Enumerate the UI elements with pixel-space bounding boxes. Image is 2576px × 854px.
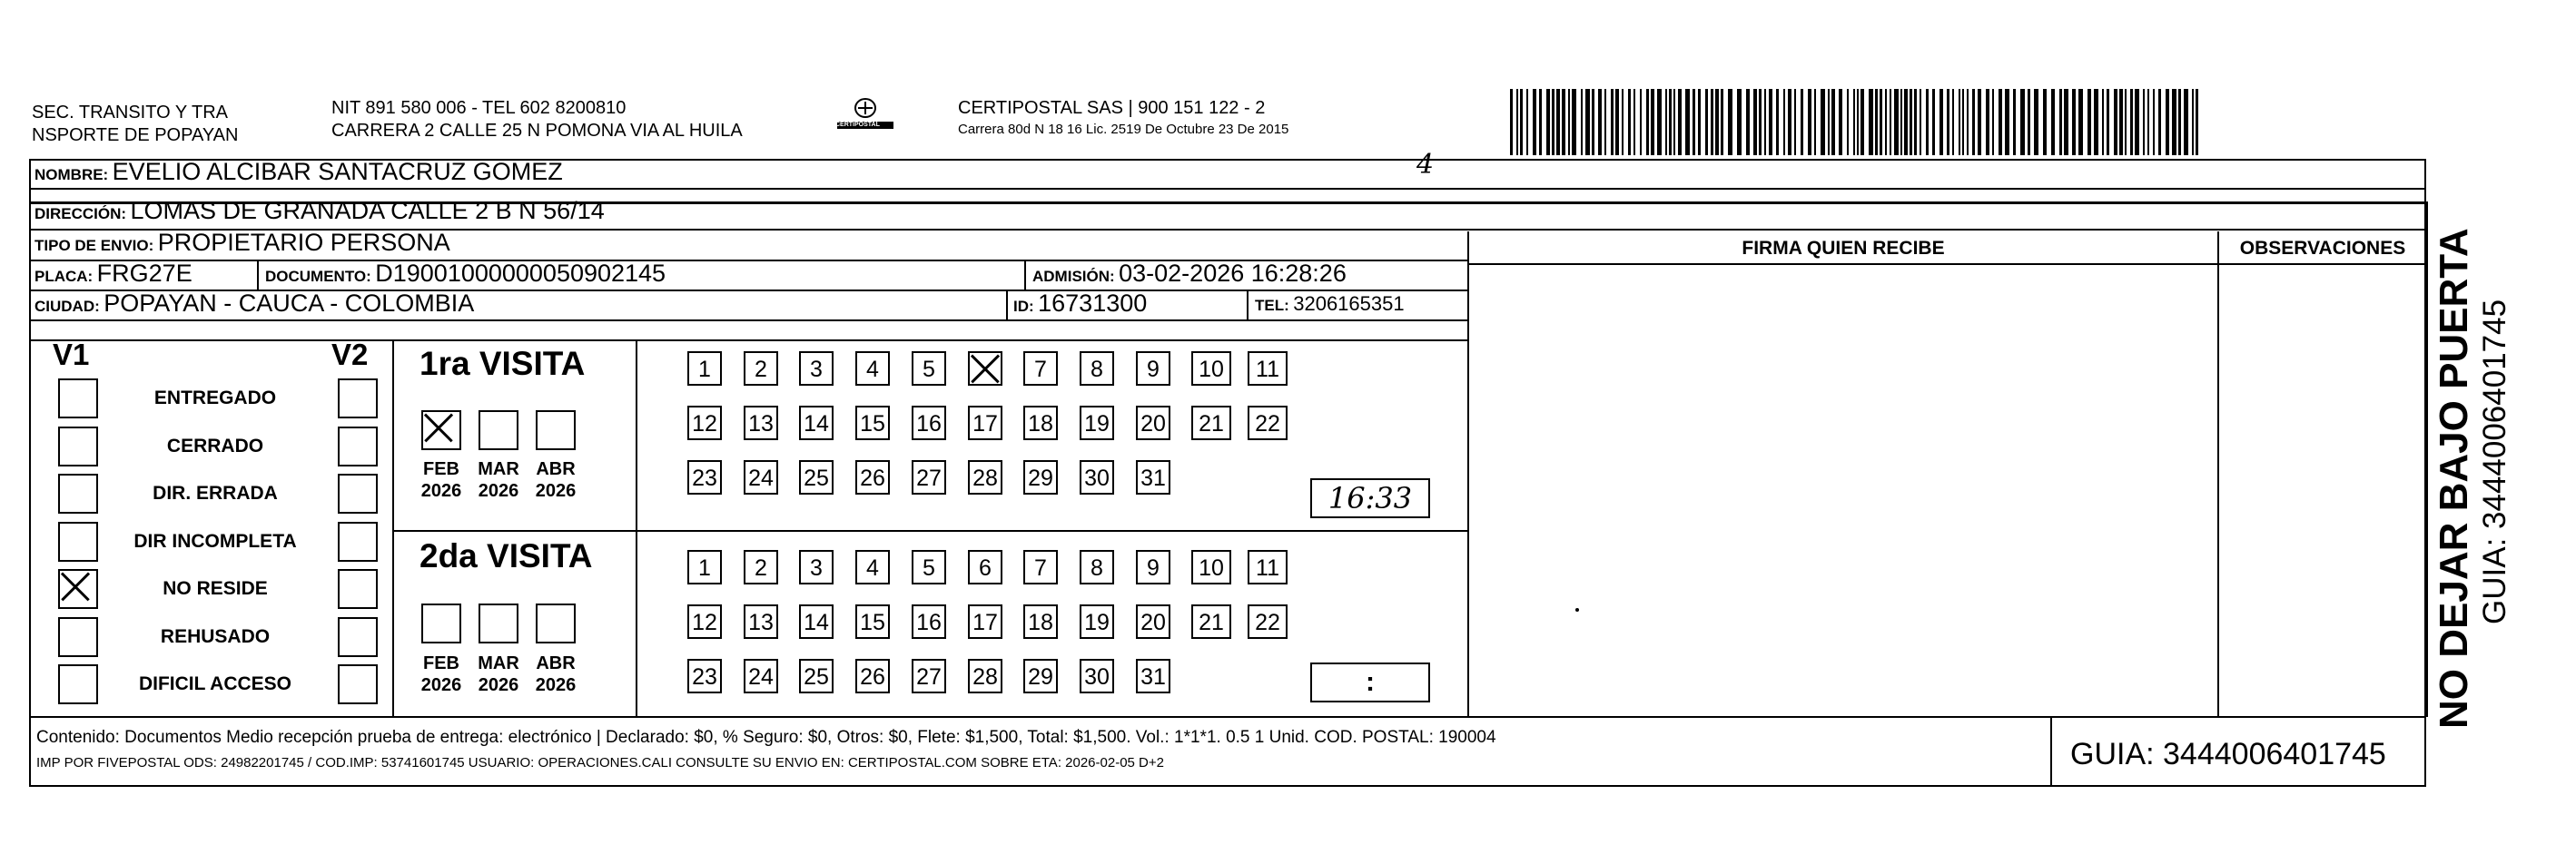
status-v2-checkbox[interactable] <box>338 569 378 609</box>
day-box[interactable]: 26 <box>855 460 890 495</box>
day-box[interactable]: 23 <box>687 460 722 495</box>
row-documento <box>265 260 666 288</box>
barcode-bar <box>2184 89 2188 155</box>
footer-imp: IMP POR FIVEPOSTAL ODS: 24982201745 / COD.IMP: 53741601745 USUARIO: OPERACIONES.CALI CONSULTE SU ENVIO EN: CERTIPOSTAL.COM SOBRE ETA: 2026-02-05 D+2 <box>36 755 1164 771</box>
barcode-bar <box>1673 89 1675 155</box>
barcode-bar <box>1847 89 1849 155</box>
id-value: 16731300 <box>1038 290 1148 317</box>
barcode-bar <box>1640 89 1642 155</box>
day-box[interactable]: 30 <box>1080 460 1114 495</box>
day-box[interactable]: 4 <box>855 351 890 386</box>
day-box[interactable]: 27 <box>912 460 946 495</box>
barcode-bar <box>2192 89 2194 155</box>
month-year: 2026 <box>478 675 519 695</box>
barcode-bar <box>2135 89 2139 155</box>
day-box[interactable]: 17 <box>968 406 1002 440</box>
day-box[interactable]: 30 <box>1080 659 1114 693</box>
courier-license: Carrera 80d N 18 16 Lic. 2519 De Octubre 23 De 2015 <box>958 122 1289 137</box>
month-name: MAR <box>478 459 519 479</box>
day-box[interactable]: 15 <box>855 406 890 440</box>
barcode-bar <box>1685 89 1690 155</box>
row-tipo-envio <box>35 229 450 257</box>
barcode-bar <box>1890 89 1891 155</box>
day-box[interactable]: 15 <box>855 604 890 639</box>
barcode-bar <box>1801 89 1803 155</box>
barcode-bar <box>1611 89 1614 155</box>
barcode-bar <box>1572 89 1576 155</box>
status-v1-checkbox[interactable] <box>58 617 98 657</box>
barcode-bar <box>1910 89 1912 155</box>
barcode-bar <box>1914 89 1917 155</box>
day-box[interactable]: 20 <box>1136 604 1170 639</box>
day-box[interactable]: 31 <box>1136 659 1170 693</box>
barcode-bar <box>1585 89 1590 155</box>
tipo-envio-value: PROPIETARIO PERSONA <box>157 229 450 256</box>
status-label: NO RESIDE <box>163 578 268 599</box>
barcode-bar <box>2147 89 2149 155</box>
day-box[interactable]: 29 <box>1023 460 1058 495</box>
day-box[interactable]: 31 <box>1136 460 1170 495</box>
month-checkbox[interactable] <box>479 604 518 643</box>
status-v2-checkbox[interactable] <box>338 522 378 562</box>
month-checkbox[interactable] <box>421 604 461 643</box>
barcode-bar <box>1986 89 1989 155</box>
barcode-bar <box>1657 89 1662 155</box>
day-box[interactable]: 24 <box>744 460 778 495</box>
barcode <box>1510 89 2209 155</box>
barcode-bar <box>2020 89 2025 155</box>
day-box[interactable]: 16 <box>912 604 946 639</box>
barcode-bar <box>1932 89 1935 155</box>
status-label: REHUSADO <box>160 626 271 647</box>
day-box[interactable]: 25 <box>799 659 834 693</box>
barcode-bar <box>1665 89 1667 155</box>
observaciones-header: OBSERVACIONES <box>2239 238 2406 259</box>
firma-header: FIRMA QUIEN RECIBE <box>1742 238 1945 259</box>
stray-dot <box>1575 608 1579 612</box>
barcode-bar <box>1759 89 1762 155</box>
day-box[interactable]: 7 <box>1023 550 1058 584</box>
barcode-bar <box>1885 89 1887 155</box>
documento-value: D19001000000050902145 <box>375 260 666 287</box>
day-box[interactable]: 19 <box>1080 406 1114 440</box>
barcode-bar <box>1721 89 1723 155</box>
barcode-bar <box>1972 89 1975 155</box>
sender-name <box>32 102 238 147</box>
id-label: ID: <box>1013 298 1034 315</box>
barcode-bar <box>1894 89 1899 155</box>
barcode-bar <box>1622 89 1624 155</box>
day-box[interactable]: 21 <box>1191 406 1231 440</box>
status-v1-checkbox[interactable] <box>58 474 98 514</box>
row-line-1 <box>29 188 2426 190</box>
divider-left-signature <box>1467 231 1469 717</box>
day-box[interactable]: 9 <box>1136 351 1170 386</box>
month-name: ABR <box>536 459 576 479</box>
day-box[interactable]: 3 <box>799 550 834 584</box>
barcode-bar <box>1711 89 1713 155</box>
barcode-bar <box>2094 89 2098 155</box>
barcode-bar <box>1839 89 1842 155</box>
barcode-bar <box>1737 89 1742 155</box>
status-v2-checkbox[interactable] <box>338 427 378 466</box>
divider-status-visits <box>392 339 394 716</box>
barcode-bar <box>1628 89 1631 155</box>
day-box[interactable]: 1 <box>687 351 722 386</box>
barcode-bar <box>1728 89 1732 155</box>
barcode-bar <box>1764 89 1766 155</box>
status-label: ENTREGADO <box>153 388 277 408</box>
divider-id-tel <box>1247 290 1249 319</box>
footer-guia: GUIA: 3444006401745 <box>2070 737 2386 771</box>
barcode-bar <box>2028 89 2030 155</box>
row-nombre <box>35 158 563 186</box>
barcode-bar <box>1698 89 1701 155</box>
status-label: CERRADO <box>166 436 264 456</box>
barcode-bar <box>2143 89 2145 155</box>
barcode-bar <box>2051 89 2055 155</box>
month-label <box>471 653 526 696</box>
side-warning: NO DEJAR BAJO PUERTA <box>2432 228 2476 729</box>
day-box[interactable]: 5 <box>912 550 946 584</box>
sender-contact-line-1: NIT 891 580 006 - TEL 602 8200810 <box>331 98 627 118</box>
day-box[interactable]: 24 <box>744 659 778 693</box>
day-box[interactable]: 27 <box>912 659 946 693</box>
barcode-bar <box>2005 89 2009 155</box>
certipostal-logo <box>834 94 897 140</box>
barcode-bar <box>1904 89 1908 155</box>
month-checkbox[interactable] <box>421 410 461 450</box>
day-box[interactable]: 2 <box>744 351 778 386</box>
status-v1-checkbox[interactable] <box>58 427 98 466</box>
barcode-bar <box>2059 89 2062 155</box>
status-label: DIFICIL ACCESO <box>138 673 291 694</box>
day-box[interactable]: 16 <box>912 406 946 440</box>
day-box[interactable]: 22 <box>1248 406 1288 440</box>
barcode-bar <box>1808 89 1811 155</box>
barcode-bar <box>2064 89 2068 155</box>
barcode-bar <box>1769 89 1772 155</box>
barcode-bar <box>2013 89 2016 155</box>
barcode-bar <box>1651 89 1654 155</box>
documento-label: DOCUMENTO: <box>265 268 371 285</box>
barcode-bar <box>1705 89 1708 155</box>
barcode-bar <box>1926 89 1929 155</box>
day-box[interactable]: 10 <box>1191 550 1231 584</box>
barcode-bar <box>1857 89 1859 155</box>
divider-months-days <box>636 339 637 716</box>
barcode-bar <box>1715 89 1719 155</box>
barcode-bar <box>1776 89 1779 155</box>
day-box[interactable]: 18 <box>1023 406 1058 440</box>
day-box[interactable]: 21 <box>1191 604 1231 639</box>
status-v2-checkbox[interactable] <box>338 378 378 418</box>
divider-observations-right <box>2426 201 2428 717</box>
day-box[interactable]: 12 <box>687 604 722 639</box>
row-ciudad <box>35 290 474 318</box>
admision-value: 03-02-2026 16:28:26 <box>1119 260 1347 287</box>
month-year: 2026 <box>535 481 577 501</box>
divider-doc-admision <box>1024 260 1026 290</box>
sender-contact-line-2: CARRERA 2 CALLE 25 N POMONA VIA AL HUILA <box>331 121 743 141</box>
barcode-bar <box>1581 89 1583 155</box>
status-v1-checkbox[interactable] <box>58 378 98 418</box>
status-v2-checkbox[interactable] <box>338 664 378 704</box>
barcode-bar <box>1568 89 1570 155</box>
barcode-bar <box>1900 89 1902 155</box>
month-label <box>528 458 583 502</box>
month-name: FEB <box>423 653 459 673</box>
barcode-bar <box>2166 89 2169 155</box>
barcode-bar <box>1947 89 1949 155</box>
barcode-bar <box>2043 89 2047 155</box>
day-box[interactable]: 11 <box>1248 550 1288 584</box>
barcode-bar <box>1520 89 1523 155</box>
month-label <box>414 458 469 502</box>
barcode-bar <box>1978 89 1981 155</box>
barcode-bar <box>1869 89 1873 155</box>
barcode-bar <box>1604 89 1606 155</box>
barcode-bar <box>1592 89 1594 155</box>
direccion-label: DIRECCIÓN: <box>35 205 127 222</box>
month-checkbox[interactable] <box>536 604 576 643</box>
month-label <box>471 458 526 502</box>
logo-text: CERTIPOSTAL <box>835 122 880 128</box>
month-year: 2026 <box>420 481 462 501</box>
month-name: MAR <box>478 653 519 673</box>
sender-name-line-1: SEC. TRANSITO Y TRA <box>32 103 228 123</box>
month-year: 2026 <box>535 675 577 695</box>
divider-footer-guia <box>2050 716 2052 787</box>
month-name: ABR <box>536 653 576 673</box>
barcode-bar <box>1562 89 1565 155</box>
sender-name-line-2: NSPORTE DE POPAYAN <box>32 125 239 145</box>
month-checkbox[interactable] <box>479 410 518 450</box>
row-line-5 <box>29 319 1467 321</box>
barcode-bar <box>2114 89 2117 155</box>
barcode-bar <box>2125 89 2127 155</box>
direccion-value: LOMAS DE GRANADA CALLE 2 B N 56/14 <box>130 197 605 224</box>
barcode-bar <box>2158 89 2161 155</box>
barcode-bar <box>1539 89 1542 155</box>
visit-1-time-box: 16:33 <box>1310 478 1430 518</box>
row-placa <box>35 260 192 288</box>
day-box[interactable]: 28 <box>968 659 1002 693</box>
handwritten-mark: 4 <box>1416 149 1435 181</box>
v1-header: V1 <box>53 338 90 371</box>
day-box[interactable]: 23 <box>687 659 722 693</box>
barcode-bar <box>1633 89 1635 155</box>
barcode-bar <box>1967 89 1969 155</box>
barcode-bar <box>1860 89 1864 155</box>
day-box[interactable]: 6 <box>968 550 1002 584</box>
barcode-bar <box>1533 89 1536 155</box>
day-box[interactable]: 9 <box>1136 550 1170 584</box>
day-box[interactable]: 5 <box>912 351 946 386</box>
month-label <box>528 653 583 696</box>
day-box[interactable]: 1 <box>687 550 722 584</box>
status-label: DIR. ERRADA <box>153 483 278 504</box>
footer-contenido: Contenido: Documentos Medio recepción prueba de entrega: electrónico | Declarado: $0, % Seguro: $0, Otros: $0, Flete: $1,500, Total: $1,500. Vol.: 1*1*1. 0.5 1 Unid. COD. POSTAL: 190004 <box>36 728 1496 747</box>
barcode-bar <box>2078 89 2083 155</box>
barcode-bar <box>1794 89 1796 155</box>
day-box[interactable]: 28 <box>968 460 1002 495</box>
barcode-bar <box>1646 89 1649 155</box>
visit-2-title: 2da VISITA <box>419 537 593 574</box>
visit-2-time-box: : <box>1310 663 1430 702</box>
status-v1-checkbox[interactable] <box>58 522 98 562</box>
row-line-6 <box>29 339 1467 341</box>
month-label <box>414 653 469 696</box>
barcode-bar <box>1875 89 1878 155</box>
month-checkbox[interactable] <box>536 410 576 450</box>
barcode-bar <box>1693 89 1695 155</box>
placa-value: FRG27E <box>96 260 192 287</box>
day-box[interactable]: 2 <box>744 550 778 584</box>
barcode-bar <box>1615 89 1619 155</box>
barcode-bar <box>2196 89 2198 155</box>
barcode-bar <box>1999 89 2002 155</box>
day-box[interactable]: 3 <box>799 351 834 386</box>
day-box[interactable]: 12 <box>687 406 722 440</box>
barcode-bar <box>2172 89 2176 155</box>
barcode-bar <box>1598 89 1602 155</box>
courier-info <box>958 97 1288 140</box>
divider-ciudad-id <box>1006 290 1008 319</box>
barcode-bar <box>1831 89 1835 155</box>
divider-placa-doc <box>257 260 259 290</box>
admision-label: ADMISIÓN: <box>1032 268 1115 285</box>
barcode-bar <box>2034 89 2038 155</box>
barcode-bar <box>2130 89 2133 155</box>
divider-signature-observations <box>2217 231 2219 717</box>
placa-label: PLACA: <box>35 268 94 285</box>
row-tel <box>1255 292 1405 316</box>
status-v2-checkbox[interactable] <box>338 474 378 514</box>
day-box[interactable]: 26 <box>855 659 890 693</box>
barcode-bar <box>1552 89 1554 155</box>
barcode-bar <box>1880 89 1882 155</box>
barcode-bar <box>1783 89 1785 155</box>
day-box[interactable]: 20 <box>1136 406 1170 440</box>
barcode-bar <box>1821 89 1825 155</box>
barcode-bar <box>2087 89 2091 155</box>
barcode-bar <box>1828 89 1830 155</box>
day-box[interactable]: 13 <box>744 406 778 440</box>
barcode-bar <box>1678 89 1682 155</box>
month-year: 2026 <box>420 675 462 695</box>
row-id <box>1013 290 1147 318</box>
sender-contact <box>331 97 743 142</box>
divider-visit-1-2 <box>392 530 1467 532</box>
barcode-bar <box>2119 89 2123 155</box>
barcode-bar <box>1939 89 1943 155</box>
barcode-bar <box>1814 89 1816 155</box>
barcode-bar <box>1959 89 1960 155</box>
barcode-bar <box>1746 89 1750 155</box>
barcode-bar <box>1546 89 1550 155</box>
barcode-bar <box>1526 89 1528 155</box>
barcode-bar <box>2153 89 2155 155</box>
side-guia: GUIA: 3444006401745 <box>2477 299 2512 624</box>
day-box[interactable]: 22 <box>1248 604 1288 639</box>
day-box[interactable]: 18 <box>1023 604 1058 639</box>
barcode-bar <box>2107 89 2109 155</box>
barcode-bar <box>1992 89 1994 155</box>
barcode-bar <box>1753 89 1757 155</box>
nombre-value: EVELIO ALCIBAR SANTACRUZ GOMEZ <box>112 158 563 185</box>
day-box[interactable] <box>968 351 1002 386</box>
day-box[interactable]: 4 <box>855 550 890 584</box>
barcode-bar <box>2102 89 2104 155</box>
ciudad-value: POPAYAN - CAUCA - COLOMBIA <box>104 290 475 317</box>
day-box[interactable]: 17 <box>968 604 1002 639</box>
barcode-bar <box>1669 89 1672 155</box>
tel-label: TEL: <box>1255 297 1289 314</box>
barcode-bar <box>1853 89 1855 155</box>
status-label: DIR INCOMPLETA <box>133 531 297 552</box>
visit-1-title: 1ra VISITA <box>419 345 586 382</box>
row-direccion <box>35 197 605 225</box>
row-line-col-heads <box>1467 263 2426 265</box>
v2-header: V2 <box>331 338 369 371</box>
barcode-bar <box>1788 89 1791 155</box>
day-box[interactable]: 11 <box>1248 351 1288 386</box>
tel-value: 3206165351 <box>1293 292 1405 315</box>
status-v2-checkbox[interactable] <box>338 617 378 657</box>
day-box[interactable]: 19 <box>1080 604 1114 639</box>
row-line-footer <box>29 716 2426 718</box>
barcode-bar <box>1510 89 1513 155</box>
nombre-label: NOMBRE: <box>35 166 109 183</box>
barcode-bar <box>2178 89 2181 155</box>
day-box[interactable]: 29 <box>1023 659 1058 693</box>
tipo-envio-label: TIPO DE ENVIO: <box>35 237 154 254</box>
barcode-bar <box>1962 89 1964 155</box>
day-box[interactable]: 10 <box>1191 351 1231 386</box>
day-box[interactable]: 14 <box>799 406 834 440</box>
month-name: FEB <box>423 459 459 479</box>
row-admision <box>1032 260 1347 288</box>
barcode-bar <box>1952 89 1954 155</box>
status-v1-checkbox[interactable] <box>58 664 98 704</box>
day-box[interactable]: 25 <box>799 460 834 495</box>
courier-name: CERTIPOSTAL SAS | 900 151 122 - 2 <box>958 98 1266 118</box>
barcode-bar <box>1556 89 1560 155</box>
day-box[interactable]: 8 <box>1080 351 1114 386</box>
status-v1-checkbox[interactable] <box>58 569 98 609</box>
day-box[interactable]: 13 <box>744 604 778 639</box>
ciudad-label: CIUDAD: <box>35 298 100 315</box>
day-box[interactable]: 7 <box>1023 351 1058 386</box>
month-year: 2026 <box>478 481 519 501</box>
day-box[interactable]: 14 <box>799 604 834 639</box>
barcode-bar <box>1516 89 1518 155</box>
barcode-bar <box>2072 89 2076 155</box>
day-box[interactable]: 8 <box>1080 550 1114 584</box>
barcode-bar <box>1920 89 1921 155</box>
